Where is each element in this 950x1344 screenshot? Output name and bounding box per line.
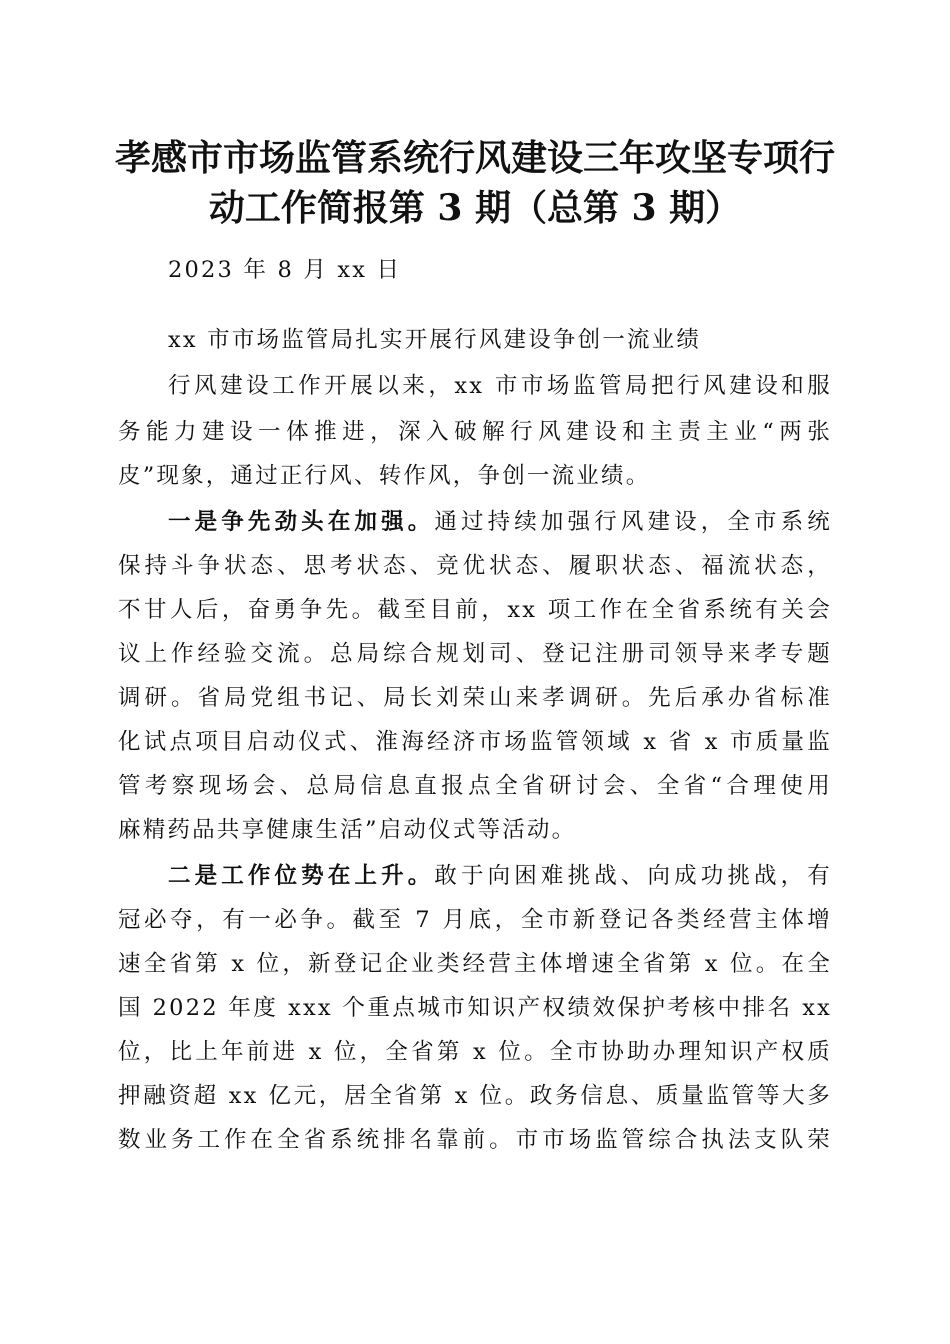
para2-line4: 议上作经验交流。总局综合规划司、登记注册司领导来孝专题	[118, 641, 832, 667]
para2-line3: 不甘人后，奋勇争先。截至目前，xx 项工作在全省系统有关会	[118, 597, 832, 623]
para1-line3: 皮”现象，通过正行风、转作风，争创一流业绩。	[118, 463, 651, 489]
para1-line2: 务能力建设一体推进，深入破解行风建设和主责主业“两张	[118, 419, 832, 445]
para2-line5: 调研。省局党组书记、局长刘荣山来孝调研。先后承办省标准	[118, 685, 832, 711]
para2-line2: 保持斗争状态、思考状态、竞优状态、履职状态、福流状态，	[118, 553, 832, 579]
para3-line1-rest: 敢于向困难挑战、向成功挑战，有	[434, 863, 832, 889]
para3-line6: 押融资超 xx 亿元，居全省第 x 位。政务信息、质量监管等大多	[118, 1083, 832, 1109]
document-subtitle: xx 市市场监管局扎实开展行风建设争创一流业绩	[168, 327, 702, 353]
para2-line8: 麻精药品共享健康生活”启动仪式等活动。	[118, 817, 577, 843]
para2-line7: 管考察现场会、总局信息直报点全省研讨会、全省“合理使用	[118, 773, 832, 799]
para3-line3: 速全省第 x 位，新登记企业类经营主体增速全省第 x 位。在全	[118, 951, 832, 977]
para2-line1-rest: 通过持续加强行风建设，全市系统	[434, 509, 832, 535]
para3-lead: 二是工作位势在上升。	[168, 863, 435, 889]
para3-line4: 国 2022 年度 xxx 个重点城市知识产权绩效保护考核中排名 xx	[118, 995, 832, 1021]
document-date: 2023 年 8 月 xx 日	[168, 257, 402, 283]
para3-line2: 冠必夺，有一必争。截至 7 月底，全市新登记各类经营主体增	[118, 907, 832, 933]
para3-line5: 位，比上年前进 x 位，全省第 x 位。全市协助办理知识产权质	[118, 1039, 832, 1065]
document-title-line-2: 动工作简报第 3 期（总第 3 期）	[208, 187, 742, 229]
para3-line1	[168, 854, 832, 898]
para3-line7: 数业务工作在全省系统排名靠前。市市场监管综合执法支队荣	[118, 1127, 832, 1153]
document-title-line-1: 孝感市市场监管系统行风建设三年攻坚专项行	[114, 137, 835, 179]
para2-line1	[168, 500, 832, 544]
para1-line1: 行风建设工作开展以来，xx 市市场监管局把行风建设和服	[168, 373, 832, 399]
para2-lead: 一是争先劲头在加强。	[168, 509, 435, 535]
para2-line6: 化试点项目启动仪式、淮海经济市场监管领域 x 省 x 市质量监	[118, 729, 832, 755]
